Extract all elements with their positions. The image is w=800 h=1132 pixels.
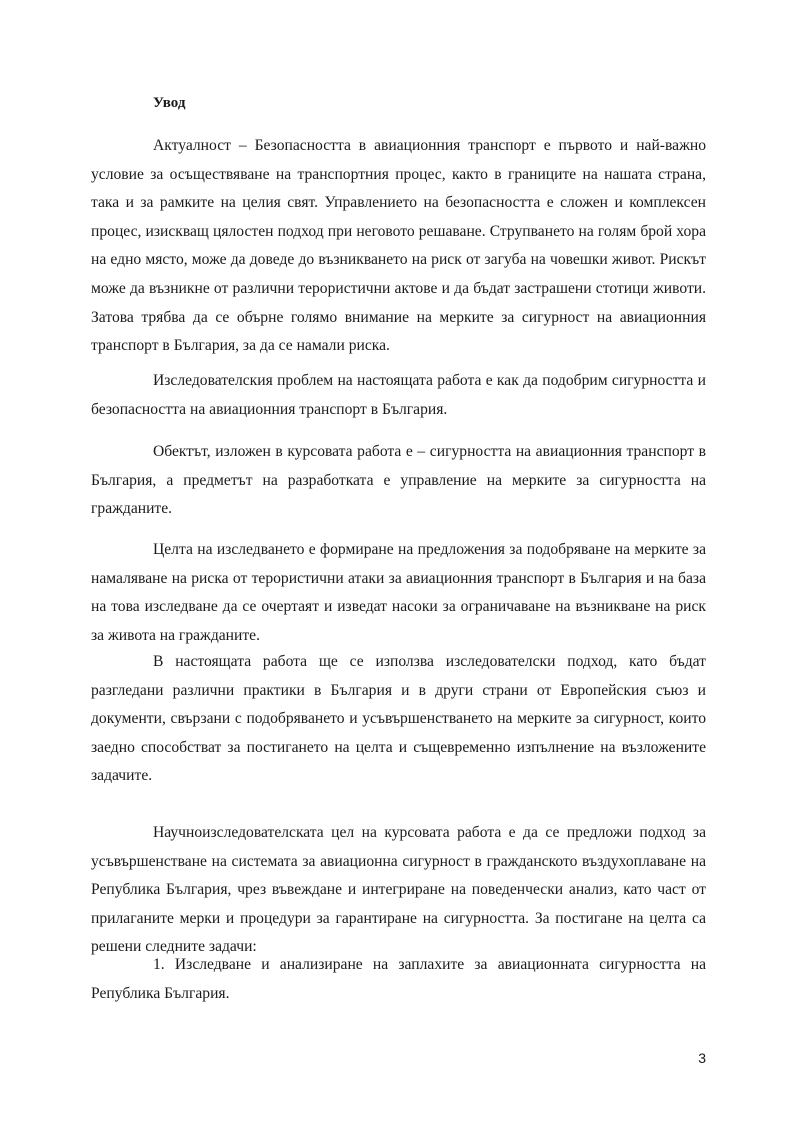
paragraph-goal: Целта на изследването е формиране на предложения за подобряване на мерките за намаляване на риска от терористични атаки за авиационния транспорт в България и на база на това изследване да се очертаят и изведат насоки за ограничаване на възникване на риск за живота на гражданите. (91, 541, 706, 644)
paragraph-research-aim: Научноизследователската цел на курсовата работа е да се предложи подход за усъвършенстване на системата за авиационна сигурност в гражданското въздухоплаване на Република България, чрез въвеждане и интегриране на поведенчески анализ, като част от прилаганите мерки и процедури за гарантиране на сигурността. За постигане на целта са решени следните задачи: (91, 824, 706, 956)
page-number: 3 (698, 1050, 706, 1066)
paragraph-relevance: Актуалност – Безопасността в авиационния транспорт е първото и най-важно условие за осъществяване на транспортния процес, както в границите на нашата страна, така и за рамките на целия свят. Управлението на безопасността е сложен и комплексен процес, изискващ цялостен подход при неговото решаване. Струпването на голям брой хора на едно място, може да доведе до възникването на риск от загуба на човешки живот. Рискът може да възникне от различни терористични актове и да бъдат застрашени стотици животи. Затова трябва да се обърне голямо внимание на мерките за сигурност на авиационния транспорт в България, за да се намали риска. (91, 137, 706, 355)
paragraph-task-1: 1. Изследване и анализиране на заплахите за авиационната сигурността на Република България. (91, 956, 706, 1002)
paragraph-approach: В настоящата работа ще се използва изследователски подход, като бъдат разгледани различни практики в България и в други страни от Европейския съюз и документи, свързани с подобряването и усъвършенстването на мерките за сигурност, които заедно способстват за постигането на целта и същевременно изпълнение на възложените задачите. (91, 653, 706, 785)
section-heading: Увод (153, 95, 186, 111)
paragraph-object-subject: Обектът, изложен в курсовата работа е – сигурността на авиационния транспорт в България, а предметът на разработката е управление на мерките за сигурността на гражданите. (91, 443, 706, 518)
paragraph-research-problem: Изследователския проблем на настоящата работа е как да подобрим сигурността и безопасността на авиационния транспорт в България. (91, 372, 706, 418)
